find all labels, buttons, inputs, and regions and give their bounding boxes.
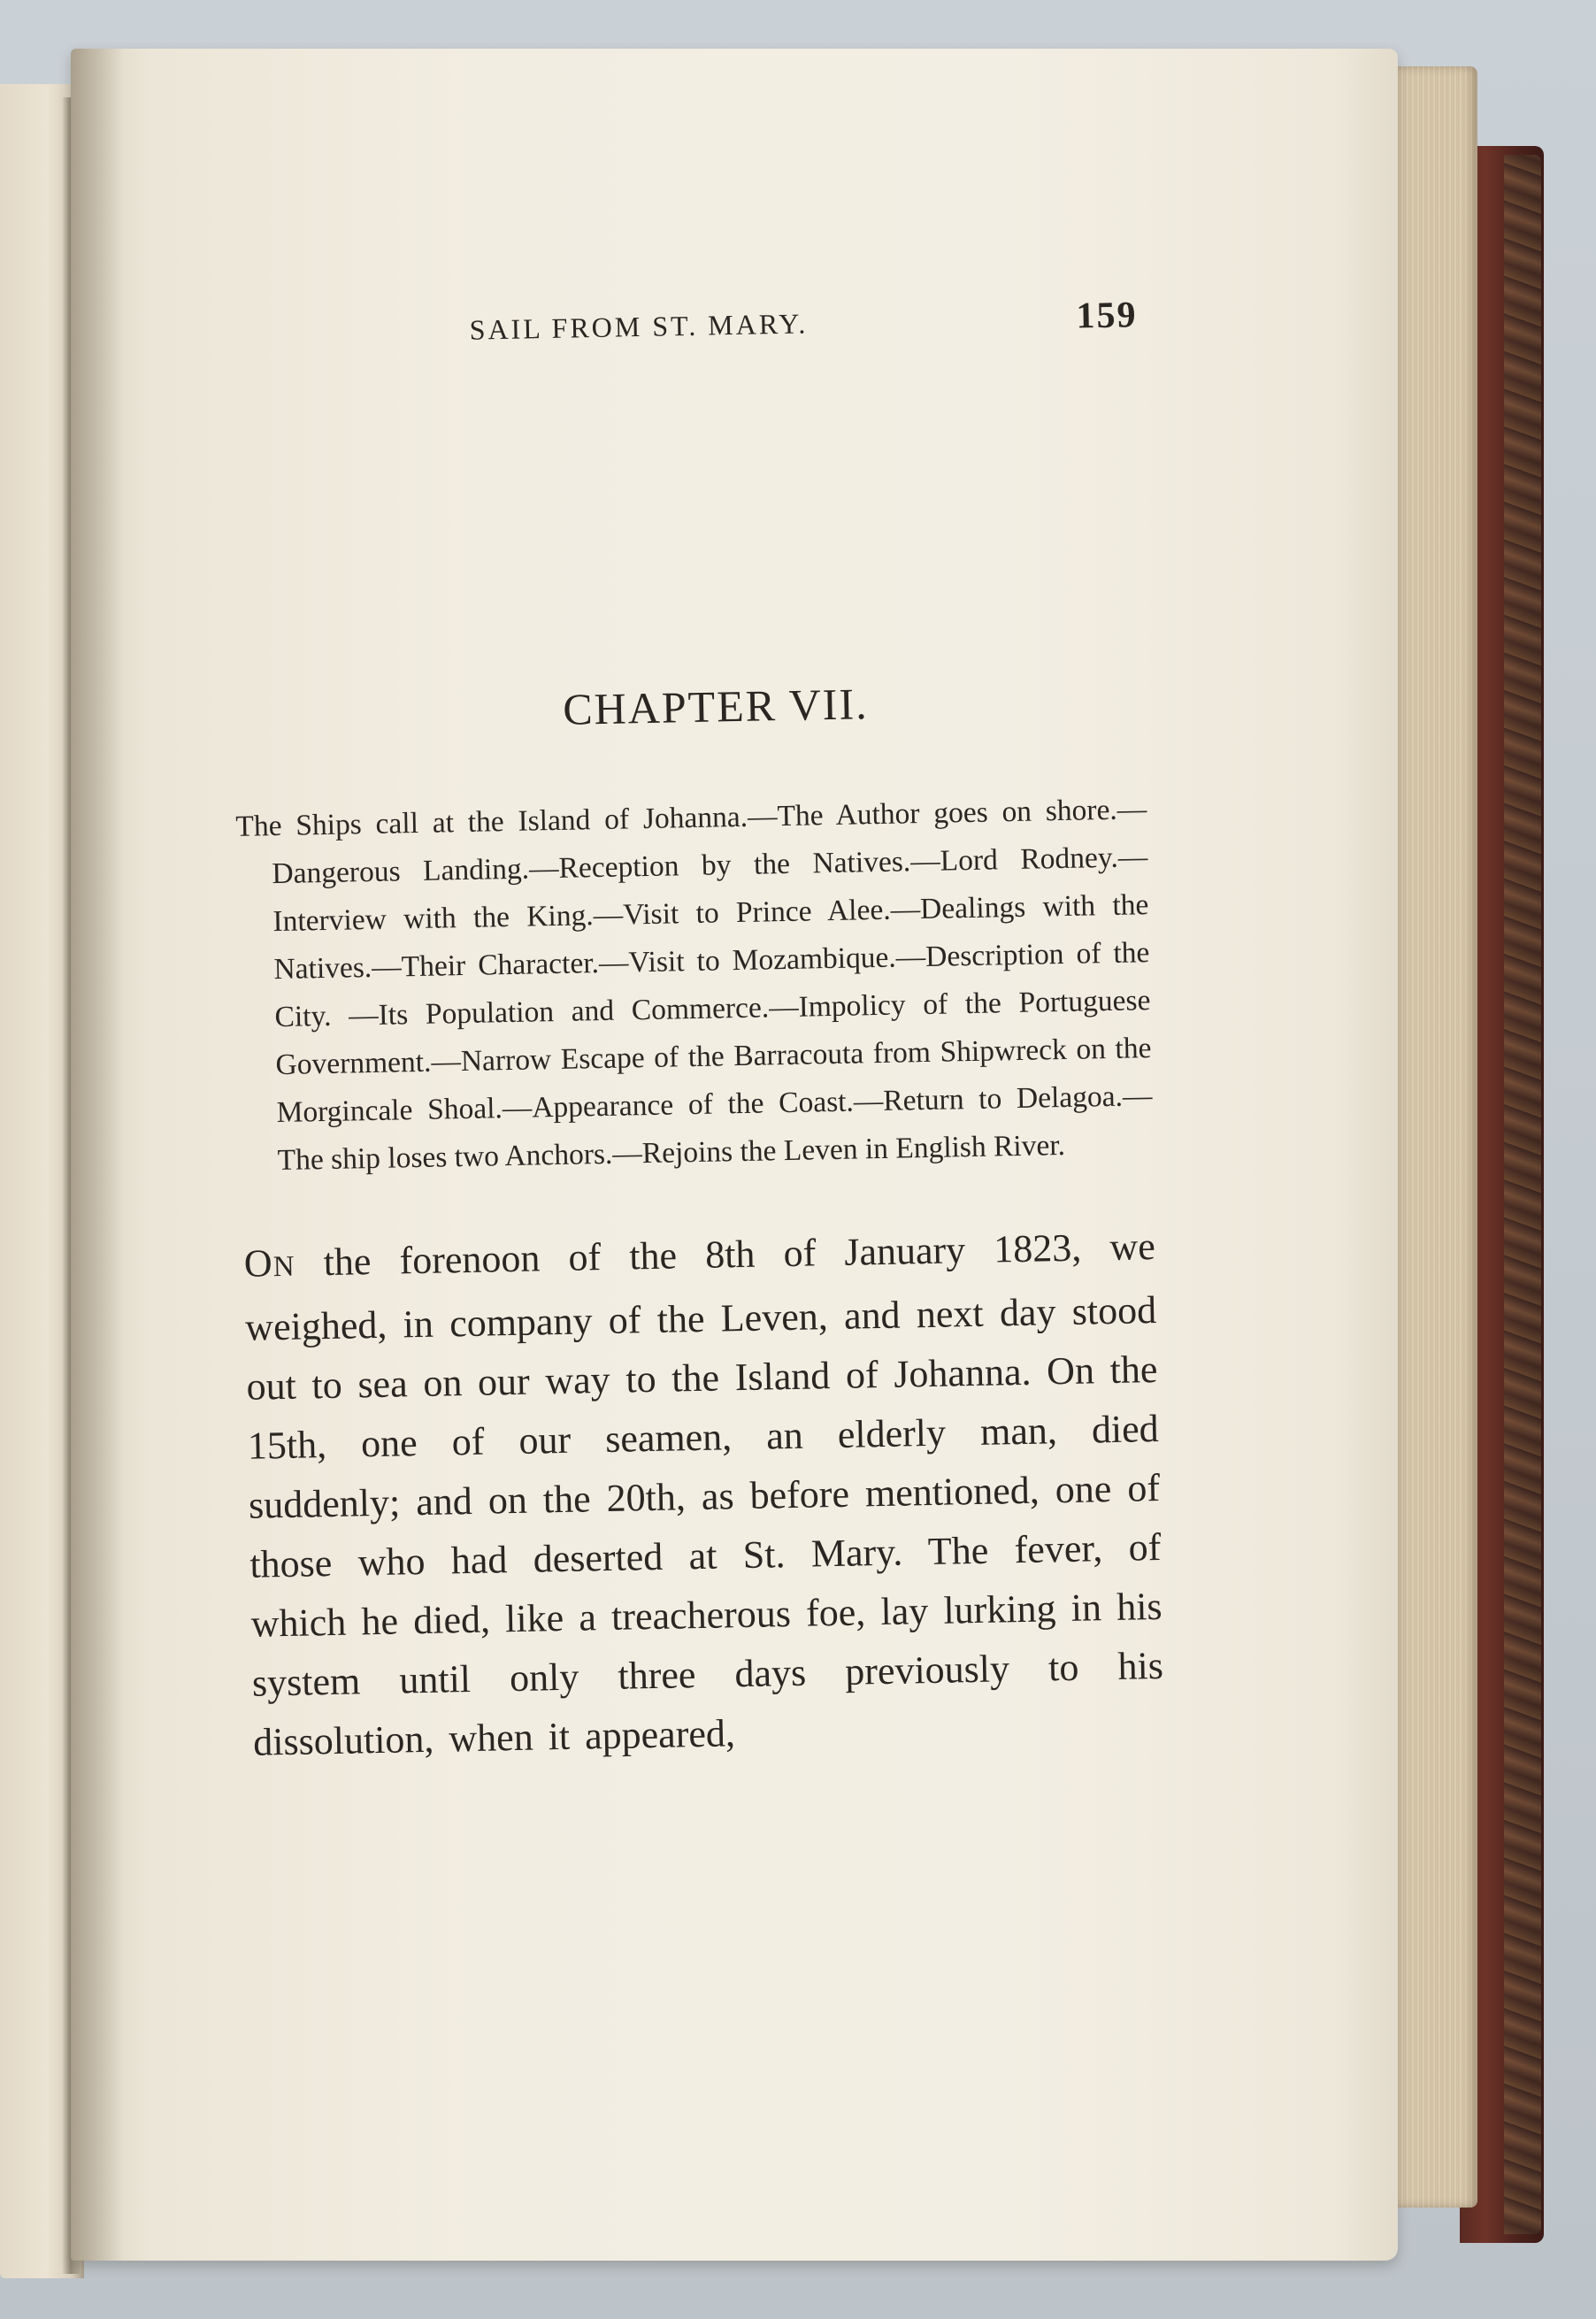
running-head-title: SAIL FROM ST. MARY. <box>469 307 809 346</box>
chapter-title: CHAPTER VII. <box>562 679 870 734</box>
lead-word-text: ON <box>243 1241 295 1286</box>
body-text: the forenoon of the 8th of January 1823, we weighed, in company of the Leven, and next day stood out to sea on our way to the Island of Johanna. On the 15th, one of our seamen, an elderly man, died suddenly; and on the 20th, as before mentioned, one of those who had deserted at St. Mary. The fever, of which he died, like a treacherous foe, lay lurking in his system until only three days previously to his dissolution, when it appeared, <box>244 1225 1164 1764</box>
body-paragraph <box>243 1217 1164 1772</box>
page-number: 159 <box>1076 295 1138 337</box>
lead-word <box>243 1241 295 1286</box>
marbled-cover <box>1504 155 1541 2234</box>
page-text-block <box>226 283 1165 1771</box>
page-gutter-shadow <box>71 49 124 2261</box>
chapter-summary: The Ships call at the Island of Johanna.—The Author goes on shore.—Dangerous Landing.—Reception by the Natives.—Lord Rodney.—Interview with the King.—Visit to Prince Alee.—Dealings with the Natives.—Their Character.—Visit to Mozambique.—Description of the City. —Its Population and Commerce.—Impolicy of the Portuguese Government.—Narrow Escape of the Barracouta from Shipwreck on the Morgincale Shoal.—Appearance of the Coast.—Return to Delagoa.—The ship loses two Anchors.—Rejoins the Leven in English River. <box>235 793 1153 1178</box>
